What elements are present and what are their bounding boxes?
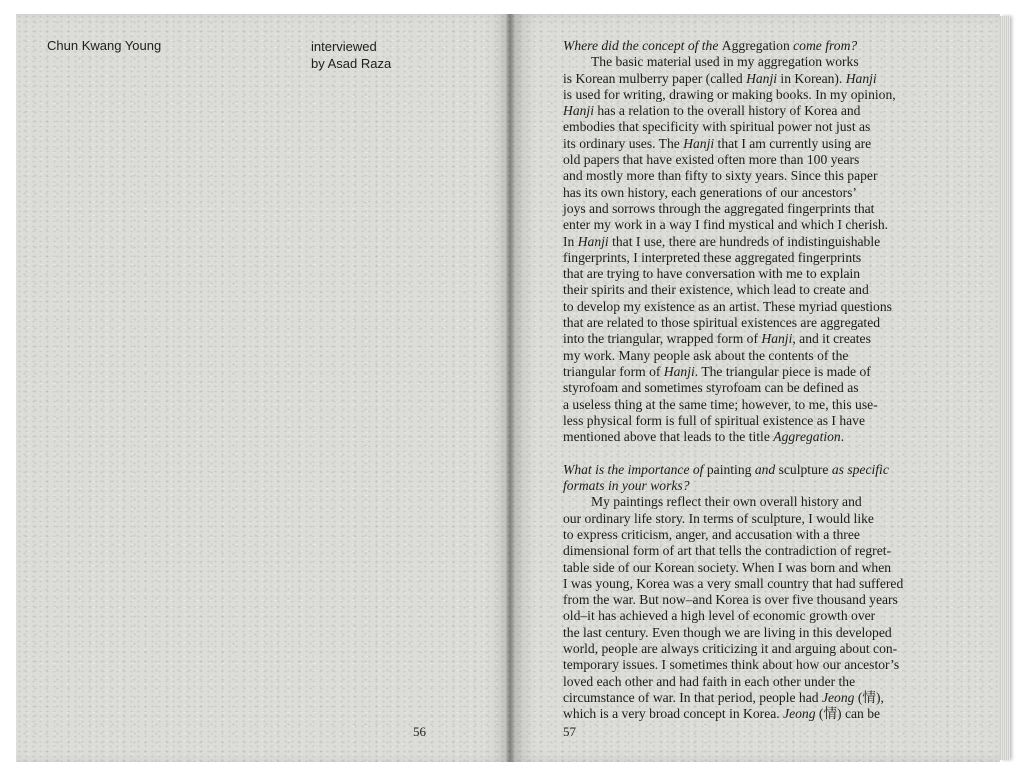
author-name: Chun Kwang Young (47, 38, 162, 53)
answer-1-line: styrofoam and sometimes styrofoam can be defined as (563, 380, 859, 396)
answer-2-line: our ordinary life story. In terms of sculpture, I would like (563, 510, 874, 526)
answer-1-line: is Korean mulberry paper (called Hanji in Korean). Hanji (563, 70, 877, 86)
answer-1-line: The basic material used in my aggregation works (591, 54, 859, 70)
answer-2-line: loved each other and had faith in each other under the (563, 673, 856, 689)
answer-1-line: joys and sorrows through the aggregated fingerprints that (563, 200, 875, 216)
page-number-right: 57 (563, 724, 576, 739)
answer-2-line: circumstance of war. In that period, people had Jeong (情), (563, 689, 884, 705)
answer-2-line: table side of our Korean society. When I was born and when (563, 559, 892, 575)
answer-2-line: I was young, Korea was a very small country that had suffered (563, 575, 904, 591)
question-2-line: formats in your works? (563, 478, 690, 494)
answer-1-line: Hanji has a relation to the overall history of Korea and (563, 103, 861, 119)
interview-credit (311, 38, 391, 72)
answer-1-line: its ordinary uses. The Hanji that I am currently using are (563, 135, 872, 151)
answer-2-line: temporary issues. I sometimes think about how our ancestor’s (563, 657, 900, 673)
question-2: What is the importance of painting and sculpture as specific (563, 461, 889, 477)
answer-1-line: mentioned above that leads to the title Aggregation. (563, 429, 845, 445)
answer-2-line: world, people are always criticizing it and arguing about con- (563, 640, 898, 656)
answer-1-line: old papers that have existed often more than 100 years (563, 152, 860, 168)
question-1: Where did the concept of the Aggregation come from? (563, 38, 858, 53)
answer-1-line: triangular form of Hanji. The triangular piece is made of (563, 363, 871, 379)
interview-text (563, 38, 983, 722)
paragraph-gap (563, 445, 983, 461)
book-spine (506, 14, 514, 762)
answer-2-line: old–it has achieved a high level of economic growth over (563, 608, 876, 624)
answer-1-line: that are related to those spiritual existences are aggregated (563, 315, 881, 331)
page-edge (1000, 16, 1010, 760)
answer-1-line: has its own history, each generations of our ancestors’ (563, 184, 857, 200)
answer-1-line: is used for writing, drawing or making books. In my opinion, (563, 86, 896, 102)
credit-line-2: by Asad Raza (311, 56, 392, 71)
answer-2-line: from the war. But now–and Korea is over five thousand years (563, 592, 898, 608)
answer-2-line: to express criticism, anger, and accusation with a three (563, 526, 860, 542)
answer-1-line: to develop my existence as an artist. These myriad questions (563, 298, 892, 314)
answer-1-line: that are trying to have conversation with me to explain (563, 266, 861, 282)
answer-1-line: less physical form is full of spiritual existence as I have (563, 412, 866, 428)
credit-line-1: interviewed (311, 39, 377, 54)
answer-2-line: the last century. Even though we are living in this developed (563, 624, 892, 640)
answer-2-line: dimensional form of art that tells the contradiction of regret- (563, 543, 892, 559)
answer-2-line: which is a very broad concept in Korea. Jeong (情) can be (563, 706, 881, 722)
answer-1-line: into the triangular, wrapped form of Hanji, and it creates (563, 331, 871, 347)
page-number-left: 56 (413, 724, 426, 739)
left-page (16, 14, 510, 762)
answer-1-line: embodies that specificity with spiritual power not just as (563, 119, 871, 135)
answer-1-line: their spirits and their existence, which lead to create and (563, 282, 869, 298)
answer-1-line: a useless thing at the same time; however, to me, this use- (563, 396, 878, 412)
answer-1-line: my work. Many people ask about the contents of the (563, 347, 849, 363)
answer-1-line: In Hanji that I use, there are hundreds of indistinguishable (563, 233, 881, 249)
answer-1-line: and mostly more than fifty to sixty years. Since this paper (563, 168, 878, 184)
answer-1-line: fingerprints, I interpreted these aggregated fingerprints (563, 249, 862, 265)
answer-1-line: enter my work in a way I find mystical and which I cherish. (563, 217, 889, 233)
answer-2-line: My paintings reflect their own overall history and (591, 494, 862, 510)
